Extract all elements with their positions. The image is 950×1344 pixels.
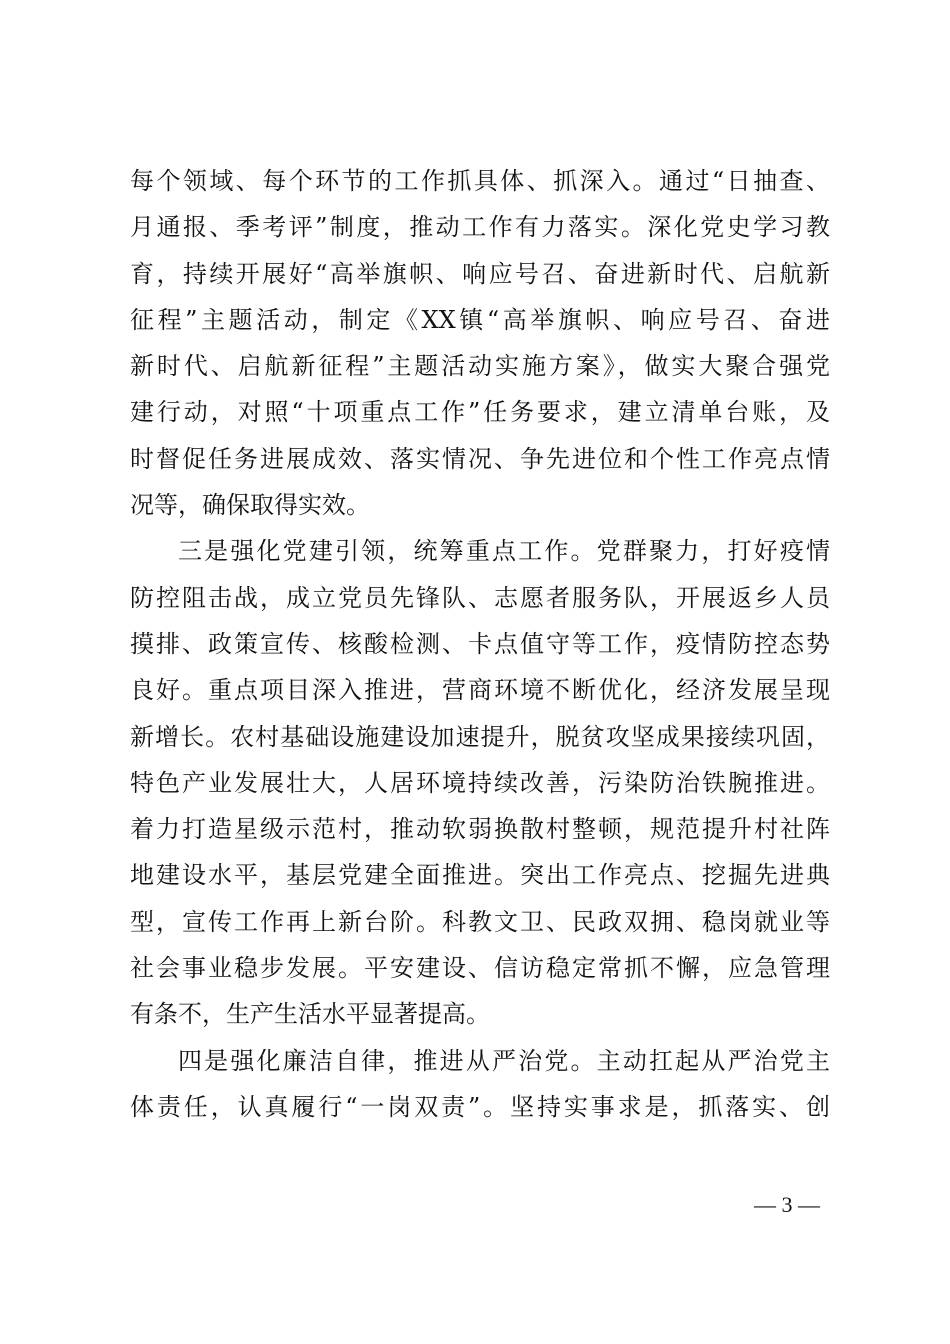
text-line: 每个领域、每个环节的工作抓具体、抓深入。通过“日抽查、: [130, 167, 830, 195]
text-line: 特色产业发展壮大，人居环境持续改善，污染防治铁腕推进。: [130, 768, 830, 797]
text-line: 良好。重点项目深入推进，营商环境不断优化，经济发展呈现: [130, 676, 830, 705]
text-line: 地建设水平，基层党建全面推进。突出工作亮点、挖掘先进典: [130, 861, 830, 890]
text-line: 况等，确保取得实效。: [130, 491, 370, 520]
text-line: 摸排、政策宣传、核酸检测、卡点值守等工作，疫情防控态势: [130, 629, 830, 658]
page-number: — 3 —: [754, 1192, 820, 1217]
text-line: 社会事业稳步发展。平安建设、信访稳定常抓不懈，应急管理: [130, 954, 830, 983]
text-line: 征程”主题活动，制定《XX镇“高举旗帜、响应号召、奋进: [130, 305, 830, 334]
body-text: [130, 158, 830, 1130]
text-line: 防控阻击战，成立党员先锋队、志愿者服务队，开展返乡人员: [130, 583, 830, 612]
text-line: 时督促任务进展成效、落实情况、争先进位和个性工作亮点情: [130, 444, 830, 473]
text-line: 有条不，生产生活水平显著提高。: [130, 1000, 490, 1029]
paragraph: [130, 158, 830, 528]
text-line: 月通报、季考评”制度，推动工作有力落实。深化党史学习教: [130, 213, 830, 242]
text-line: 体责任，认真履行“一岗双责”。坚持实事求是，抓落实、创: [130, 1092, 830, 1121]
text-line: 三是强化党建引领，统筹重点工作。党群聚力，打好疫情: [178, 537, 830, 566]
paragraph: [130, 1038, 830, 1131]
text-line: 建行动，对照“十项重点工作”任务要求，建立清单台账，及: [130, 398, 830, 427]
text-line: 新增长。农村基础设施建设加速提升，脱贫攻坚成果接续巩固，: [130, 722, 830, 751]
paragraph: [130, 528, 830, 1037]
text-line: 着力打造星级示范村，推动软弱换散村整顿，规范提升村社阵: [130, 815, 830, 844]
text-line: 四是强化廉洁自律，推进从严治党。主动扛起从严治党主: [178, 1046, 830, 1075]
text-line: 育，持续开展好“高举旗帜、响应号召、奋进新时代、启航新: [130, 259, 830, 288]
text-line: 型，宣传工作再上新台阶。科教文卫、民政双拥、稳岗就业等: [130, 907, 830, 936]
text-line: 新时代、启航新征程”主题活动实施方案》，做实大聚合强党: [130, 352, 830, 381]
